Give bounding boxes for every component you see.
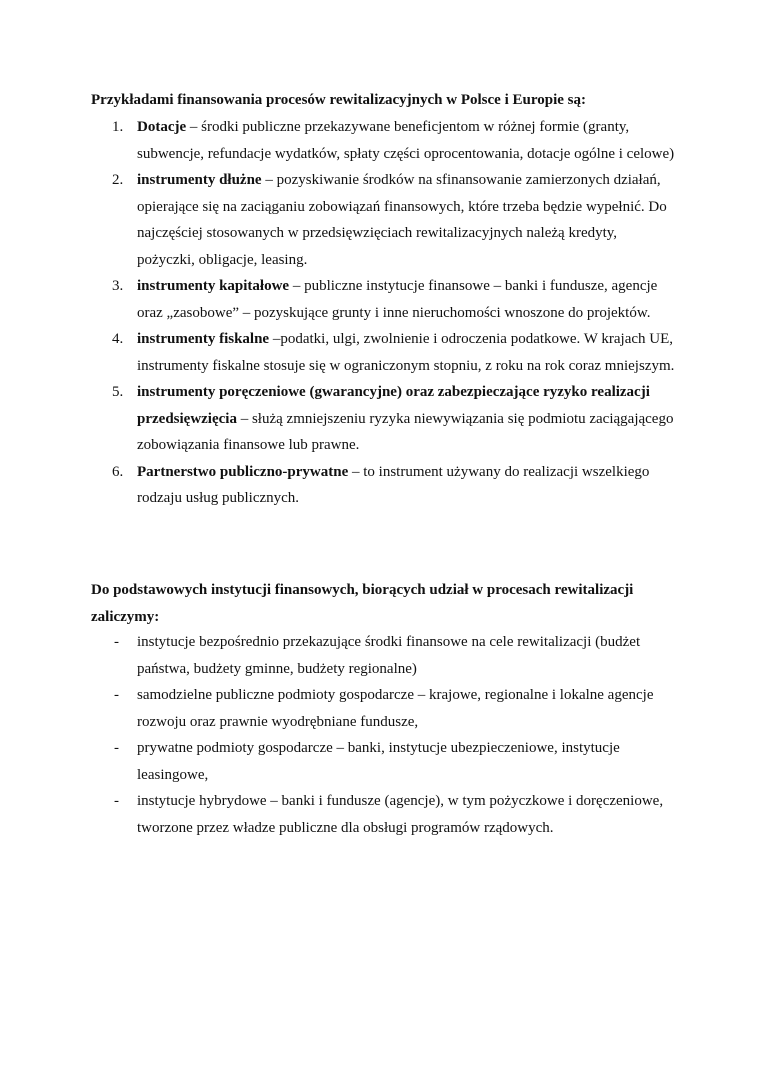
list-dash: -: [114, 740, 119, 756]
list-number: 1.: [112, 119, 124, 135]
list-dash: -: [114, 793, 119, 809]
item-term: instrumenty kapitałowe: [137, 278, 290, 294]
list-item: [91, 167, 676, 273]
section-heading-financing-examples: Przykładami finansowania procesów rewitalizacyjnych w Polsce i Europie są:: [91, 92, 586, 108]
list-item: [91, 735, 676, 788]
list-dash: -: [114, 634, 119, 650]
item-description: – środki publiczne przekazywane beneficjentom w różnej formie (granty, subwencje, refundacje wydatków, spłaty części oprocentowania, dotacje ogólne i celowe): [137, 119, 675, 162]
list-item: [91, 114, 676, 167]
item-description: prywatne podmioty gospodarcze – banki, instytucje ubezpieczeniowe, instytucje leasingowe,: [137, 740, 620, 783]
list-item: [91, 629, 676, 682]
item-description: – służą zmniejszeniu ryzyka niewywiązania się podmiotu zaciągającego zobowiązania finansowe lub prawne.: [137, 410, 674, 453]
section-heading-financial-institutions: Do podstawowych instytucji finansowych, biorących udział w procesach rewitalizacji zaliczymy:: [91, 582, 634, 625]
list-item: [91, 326, 676, 379]
item-term: instrumenty dłużne: [137, 172, 262, 188]
list-item: [91, 682, 676, 735]
list-dash: -: [114, 687, 119, 703]
item-description: samodzielne publiczne podmioty gospodarcze – krajowe, regionalne i lokalne agencje rozwoju oraz prawnie wyodrębniane fundusze,: [137, 687, 654, 730]
financial-institutions-list: [91, 629, 676, 841]
item-term: Partnerstwo publiczno-prywatne: [137, 463, 349, 480]
item-description: – pozyskiwanie środków na sfinansowanie zamierzonych działań, opierające się na zaciąganiu zobowiązań finansowych, które trzeba będzie wypełnić. Do najczęściej stosowanych w przedsięwzięciach rewitalizacyjnych należą kredyty, pożyczki, obligacje, leasing.: [137, 172, 667, 268]
item-term: Dotacje: [137, 119, 187, 135]
list-number: 3.: [112, 278, 124, 294]
list-item: [91, 459, 676, 512]
item-description: instytucje bezpośrednio przekazujące środki finansowe na cele rewitalizacji (budżet państwa, budżety gminne, budżety regionalne): [137, 634, 641, 677]
list-item: [91, 379, 676, 459]
list-item: [91, 273, 676, 326]
item-description: – to instrument używany do realizacji wszelkiego rodzaju usług publicznych.: [137, 463, 650, 506]
list-number: 5.: [112, 384, 124, 400]
list-item: [91, 788, 676, 841]
list-number: 6.: [112, 463, 124, 480]
list-number: 4.: [112, 331, 124, 347]
item-term: instrumenty poręczeniowe (gwarancyjne) oraz zabezpieczające ryzyko realizacji przedsięwzięcia: [137, 384, 650, 427]
item-description: – publiczne instytucje finansowe – banki i fundusze, agencje oraz „zasobowe” – pozyskujące grunty i inne nieruchomości wnoszone do projektów.: [137, 278, 658, 321]
list-number: 2.: [112, 172, 124, 188]
financing-instruments-list: [91, 114, 676, 512]
item-description: –podatki, ulgi, zwolnienie i odroczenia podatkowe. W krajach UE, instrumenty fiskalne stosuje się w ograniczonym stopniu, z roku na rok coraz mniejszym.: [137, 331, 675, 374]
item-term: instrumenty fiskalne: [137, 331, 270, 347]
item-description: instytucje hybrydowe – banki i fundusze (agencje), w tym pożyczkowe i doręczeniowe, tworzone przez władze publiczne dla obsługi programów rządowych.: [137, 793, 664, 836]
